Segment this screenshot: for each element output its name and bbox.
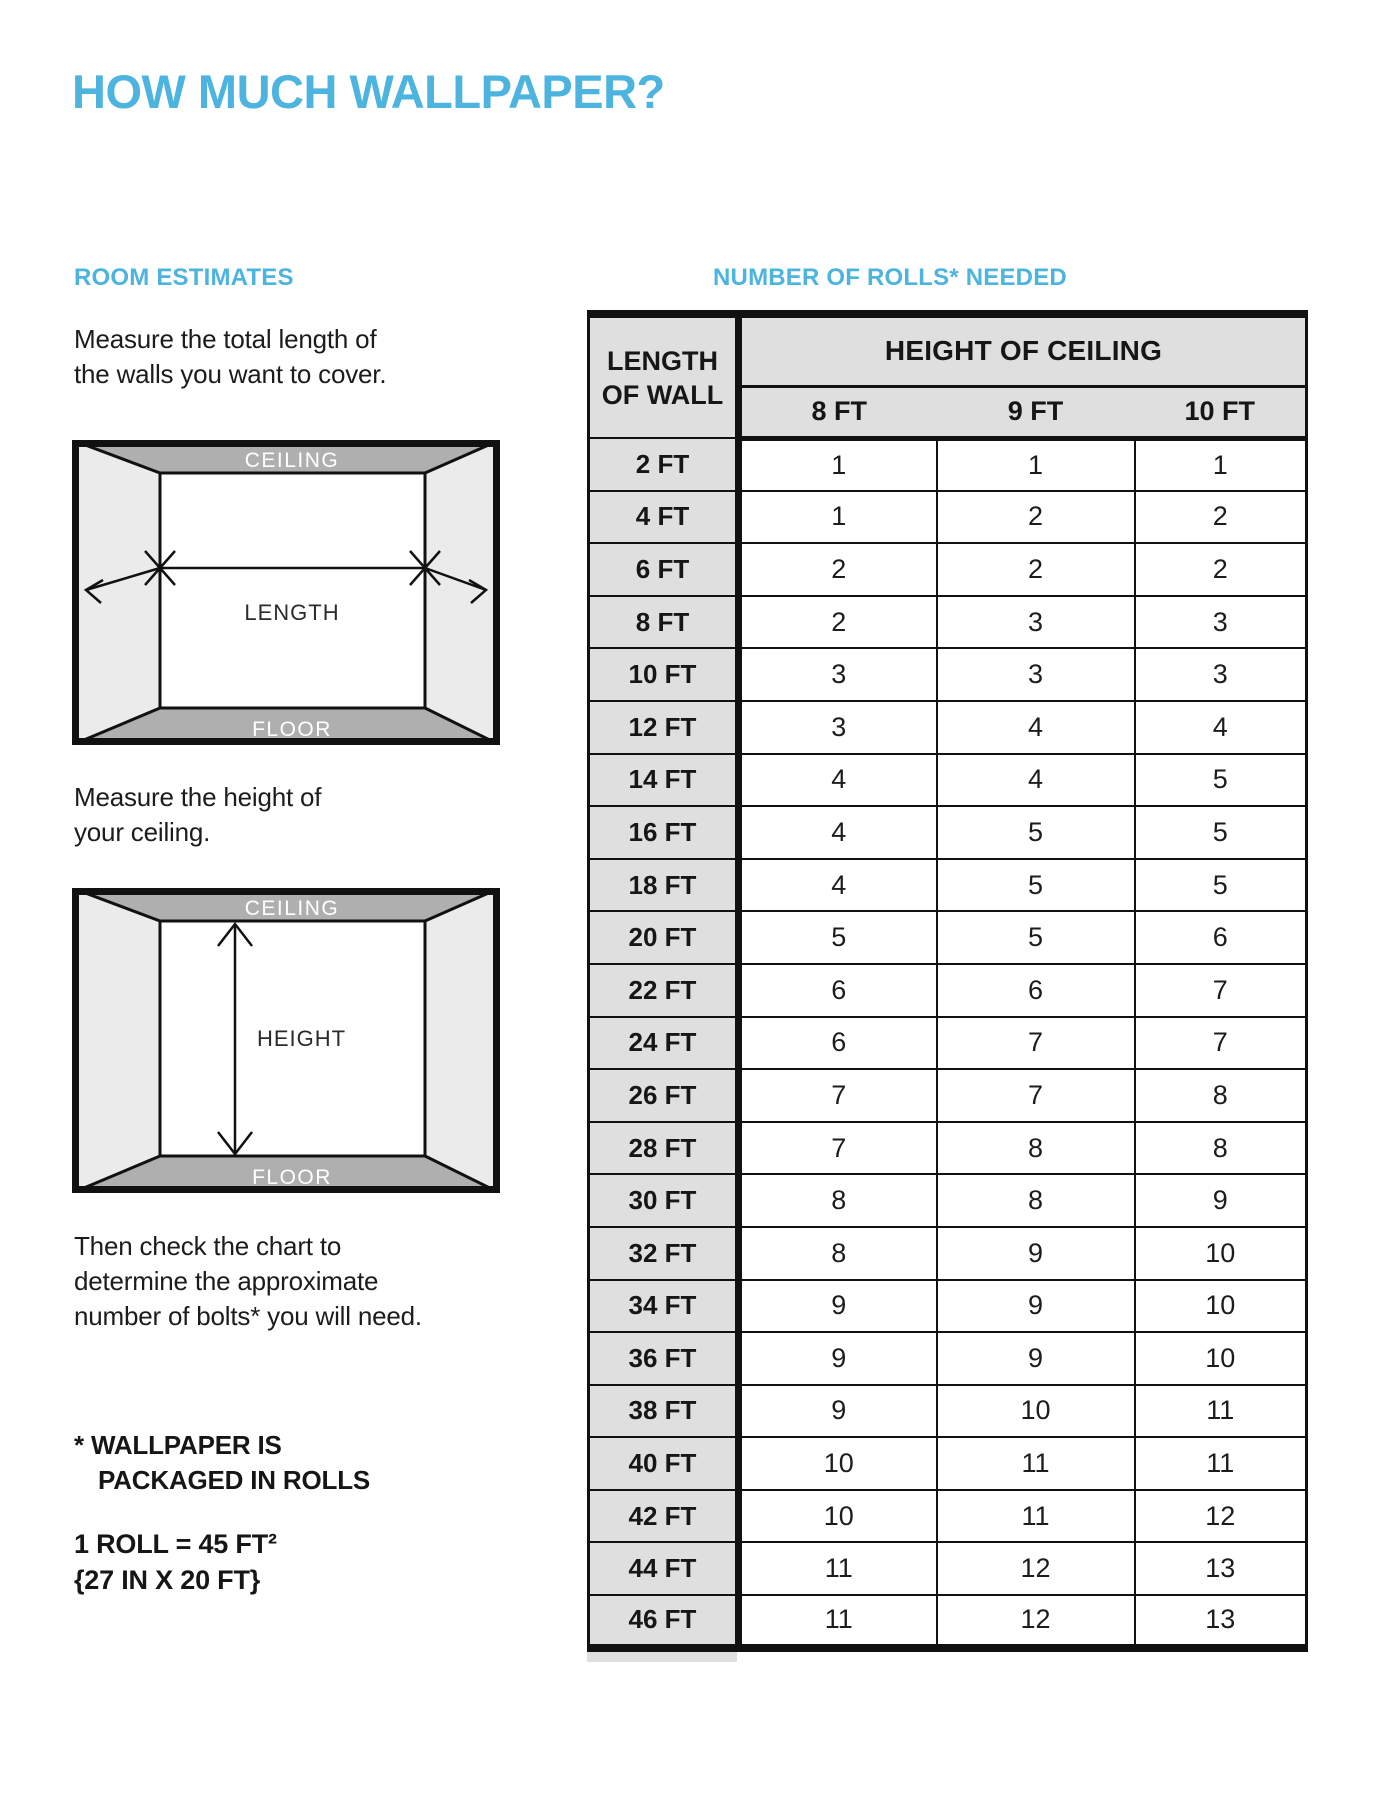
rolls-value: 6 <box>937 964 1135 1017</box>
left-wall-surface <box>72 888 160 1193</box>
table-row <box>589 1174 1307 1227</box>
table-row <box>589 1122 1307 1175</box>
table-row <box>589 438 1307 491</box>
wall-length-label: 46 FT <box>589 1595 739 1648</box>
wall-length-label: 36 FT <box>589 1332 739 1385</box>
rolls-value: 2 <box>1135 543 1307 596</box>
wall-length-label: 34 FT <box>589 1280 739 1333</box>
rolls-footnote <box>74 1428 370 1498</box>
rolls-value: 5 <box>1135 806 1307 859</box>
instruction-measure-length <box>74 322 386 392</box>
height-of-ceiling-header: HEIGHT OF CEILING <box>739 314 1307 386</box>
rolls-value: 9 <box>937 1332 1135 1385</box>
instruction-line: Measure the total length of <box>74 324 377 354</box>
rolls-value: 3 <box>937 596 1135 649</box>
rolls-value: 5 <box>739 911 937 964</box>
table-row <box>589 1332 1307 1385</box>
table-row <box>589 543 1307 596</box>
room-estimates-heading: ROOM ESTIMATES <box>74 264 294 291</box>
rolls-value: 12 <box>937 1595 1135 1648</box>
ceiling-height-column-header: 8 FT <box>739 386 937 438</box>
rolls-value: 3 <box>937 648 1135 701</box>
table-row <box>589 1385 1307 1438</box>
rolls-value: 2 <box>937 491 1135 544</box>
instruction-measure-height <box>74 780 321 850</box>
wall-length-label: 18 FT <box>589 859 739 912</box>
table-row <box>589 754 1307 807</box>
instruction-line: determine the approximate <box>74 1266 379 1296</box>
rolls-value: 10 <box>739 1490 937 1543</box>
rolls-table-body <box>589 438 1307 1648</box>
table-row <box>589 859 1307 912</box>
rolls-value: 5 <box>937 911 1135 964</box>
label-column-tail <box>587 1652 737 1662</box>
rolls-value: 6 <box>739 964 937 1017</box>
rolls-value: 8 <box>739 1227 937 1280</box>
ceiling-label: CEILING <box>244 449 340 472</box>
rolls-value: 8 <box>937 1174 1135 1227</box>
rolls-value: 4 <box>937 754 1135 807</box>
rolls-value: 10 <box>739 1437 937 1490</box>
ceiling-height-diagram <box>72 888 500 1193</box>
wall-length-label: 10 FT <box>589 648 739 701</box>
rolls-value: 9 <box>739 1280 937 1333</box>
wall-length-label: 24 FT <box>589 1017 739 1070</box>
height-label: HEIGHT <box>257 1026 347 1051</box>
wall-length-label: 12 FT <box>589 701 739 754</box>
group-header-row <box>589 314 1307 386</box>
rolls-value: 7 <box>739 1122 937 1175</box>
table-row <box>589 806 1307 859</box>
wall-length-label: 28 FT <box>589 1122 739 1175</box>
instruction-line: number of bolts* you will need. <box>74 1301 422 1331</box>
header-line: LENGTH <box>607 345 718 376</box>
rolls-value: 9 <box>937 1280 1135 1333</box>
rolls-value: 9 <box>1135 1174 1307 1227</box>
rolls-value: 6 <box>739 1017 937 1070</box>
rolls-value: 6 <box>1135 911 1307 964</box>
wall-length-label: 32 FT <box>589 1227 739 1280</box>
rolls-value: 2 <box>739 543 937 596</box>
table-row <box>589 911 1307 964</box>
rolls-value: 10 <box>937 1385 1135 1438</box>
right-wall-surface <box>425 888 500 1193</box>
length-of-wall-header <box>589 314 739 438</box>
rolls-value: 7 <box>739 1069 937 1122</box>
rolls-value: 12 <box>1135 1490 1307 1543</box>
rolls-value: 4 <box>1135 701 1307 754</box>
rolls-value: 8 <box>1135 1122 1307 1175</box>
wall-length-label: 2 FT <box>589 438 739 491</box>
roll-size-info <box>74 1526 277 1598</box>
rolls-table <box>587 310 1305 1662</box>
rolls-value: 1 <box>739 438 937 491</box>
rolls-value: 10 <box>1135 1280 1307 1333</box>
floor-label: FLOOR <box>252 1166 332 1189</box>
rolls-value: 5 <box>937 806 1135 859</box>
table-row <box>589 491 1307 544</box>
length-label: LENGTH <box>244 600 340 625</box>
rolls-value: 4 <box>739 754 937 807</box>
ceiling-height-column-header: 9 FT <box>937 386 1135 438</box>
wall-length-label: 16 FT <box>589 806 739 859</box>
footnote-line: * WALLPAPER IS <box>74 1430 282 1460</box>
rolls-value: 4 <box>739 859 937 912</box>
rolls-value: 8 <box>1135 1069 1307 1122</box>
rolls-value: 11 <box>739 1595 937 1648</box>
rolls-value: 13 <box>1135 1595 1307 1648</box>
rolls-value: 7 <box>937 1017 1135 1070</box>
wall-length-label: 14 FT <box>589 754 739 807</box>
footnote-line: PACKAGED IN ROLLS <box>98 1465 371 1495</box>
table-row <box>589 964 1307 1017</box>
rolls-value: 3 <box>739 701 937 754</box>
table-row <box>589 596 1307 649</box>
rolls-value: 1 <box>937 438 1135 491</box>
rolls-value: 5 <box>1135 754 1307 807</box>
ceiling-label: CEILING <box>244 897 340 920</box>
rolls-value: 2 <box>937 543 1135 596</box>
back-wall-surface <box>160 473 425 708</box>
rolls-value: 13 <box>1135 1542 1307 1595</box>
instruction-line: your ceiling. <box>74 817 211 847</box>
rolls-value: 4 <box>937 701 1135 754</box>
rolls-value: 7 <box>1135 964 1307 1017</box>
wall-length-label: 40 FT <box>589 1437 739 1490</box>
rolls-value: 8 <box>739 1174 937 1227</box>
rolls-value: 11 <box>739 1542 937 1595</box>
instruction-line: the walls you want to cover. <box>74 359 387 389</box>
wall-length-label: 4 FT <box>589 491 739 544</box>
table-row <box>589 1069 1307 1122</box>
room-length-diagram <box>72 440 500 745</box>
table-row <box>589 1490 1307 1543</box>
table-row <box>589 701 1307 754</box>
instruction-line: Then check the chart to <box>74 1231 342 1261</box>
rolls-value: 2 <box>739 596 937 649</box>
rolls-value: 1 <box>739 491 937 544</box>
wall-length-label: 44 FT <box>589 1542 739 1595</box>
table-row <box>589 648 1307 701</box>
rolls-value: 9 <box>739 1332 937 1385</box>
floor-label: FLOOR <box>252 718 332 741</box>
rolls-value: 3 <box>739 648 937 701</box>
ceiling-height-column-header: 10 FT <box>1135 386 1307 438</box>
table-row <box>589 1595 1307 1648</box>
rolls-value: 10 <box>1135 1227 1307 1280</box>
rolls-value: 7 <box>1135 1017 1307 1070</box>
table-row <box>589 1017 1307 1070</box>
left-wall-surface <box>72 440 160 745</box>
table-row <box>589 1227 1307 1280</box>
rolls-value: 7 <box>937 1069 1135 1122</box>
table-row <box>589 1437 1307 1490</box>
instruction-line: Measure the height of <box>74 782 322 812</box>
rolls-value: 3 <box>1135 596 1307 649</box>
wall-length-label: 20 FT <box>589 911 739 964</box>
rolls-value: 9 <box>937 1227 1135 1280</box>
rolls-value: 9 <box>739 1385 937 1438</box>
rolls-value: 8 <box>937 1122 1135 1175</box>
header-line: OF WALL <box>601 379 724 410</box>
wall-length-label: 38 FT <box>589 1385 739 1438</box>
rolls-value: 5 <box>937 859 1135 912</box>
instruction-check-chart <box>74 1229 422 1334</box>
wall-length-label: 42 FT <box>589 1490 739 1543</box>
rolls-value: 12 <box>937 1542 1135 1595</box>
rolls-value: 1 <box>1135 438 1307 491</box>
rolls-value: 11 <box>937 1490 1135 1543</box>
wall-length-label: 26 FT <box>589 1069 739 1122</box>
rolls-value: 3 <box>1135 648 1307 701</box>
rolls-value: 11 <box>1135 1437 1307 1490</box>
wall-length-label: 22 FT <box>589 964 739 1017</box>
rolls-value: 10 <box>1135 1332 1307 1385</box>
rolls-value: 2 <box>1135 491 1307 544</box>
table-row <box>589 1542 1307 1595</box>
right-wall-surface <box>425 440 500 745</box>
table-row <box>589 1280 1307 1333</box>
page-title: HOW MUCH WALLPAPER? <box>72 65 665 118</box>
roll-size-line: {27 IN X 20 FT} <box>74 1565 261 1595</box>
wall-length-label: 8 FT <box>589 596 739 649</box>
rolls-value: 4 <box>739 806 937 859</box>
wall-length-label: 30 FT <box>589 1174 739 1227</box>
rolls-needed-heading: NUMBER OF ROLLS* NEEDED <box>713 264 1067 291</box>
rolls-value: 5 <box>1135 859 1307 912</box>
wall-length-label: 6 FT <box>589 543 739 596</box>
rolls-value: 11 <box>1135 1385 1307 1438</box>
roll-size-line: 1 ROLL = 45 FT² <box>74 1529 277 1559</box>
rolls-value: 11 <box>937 1437 1135 1490</box>
